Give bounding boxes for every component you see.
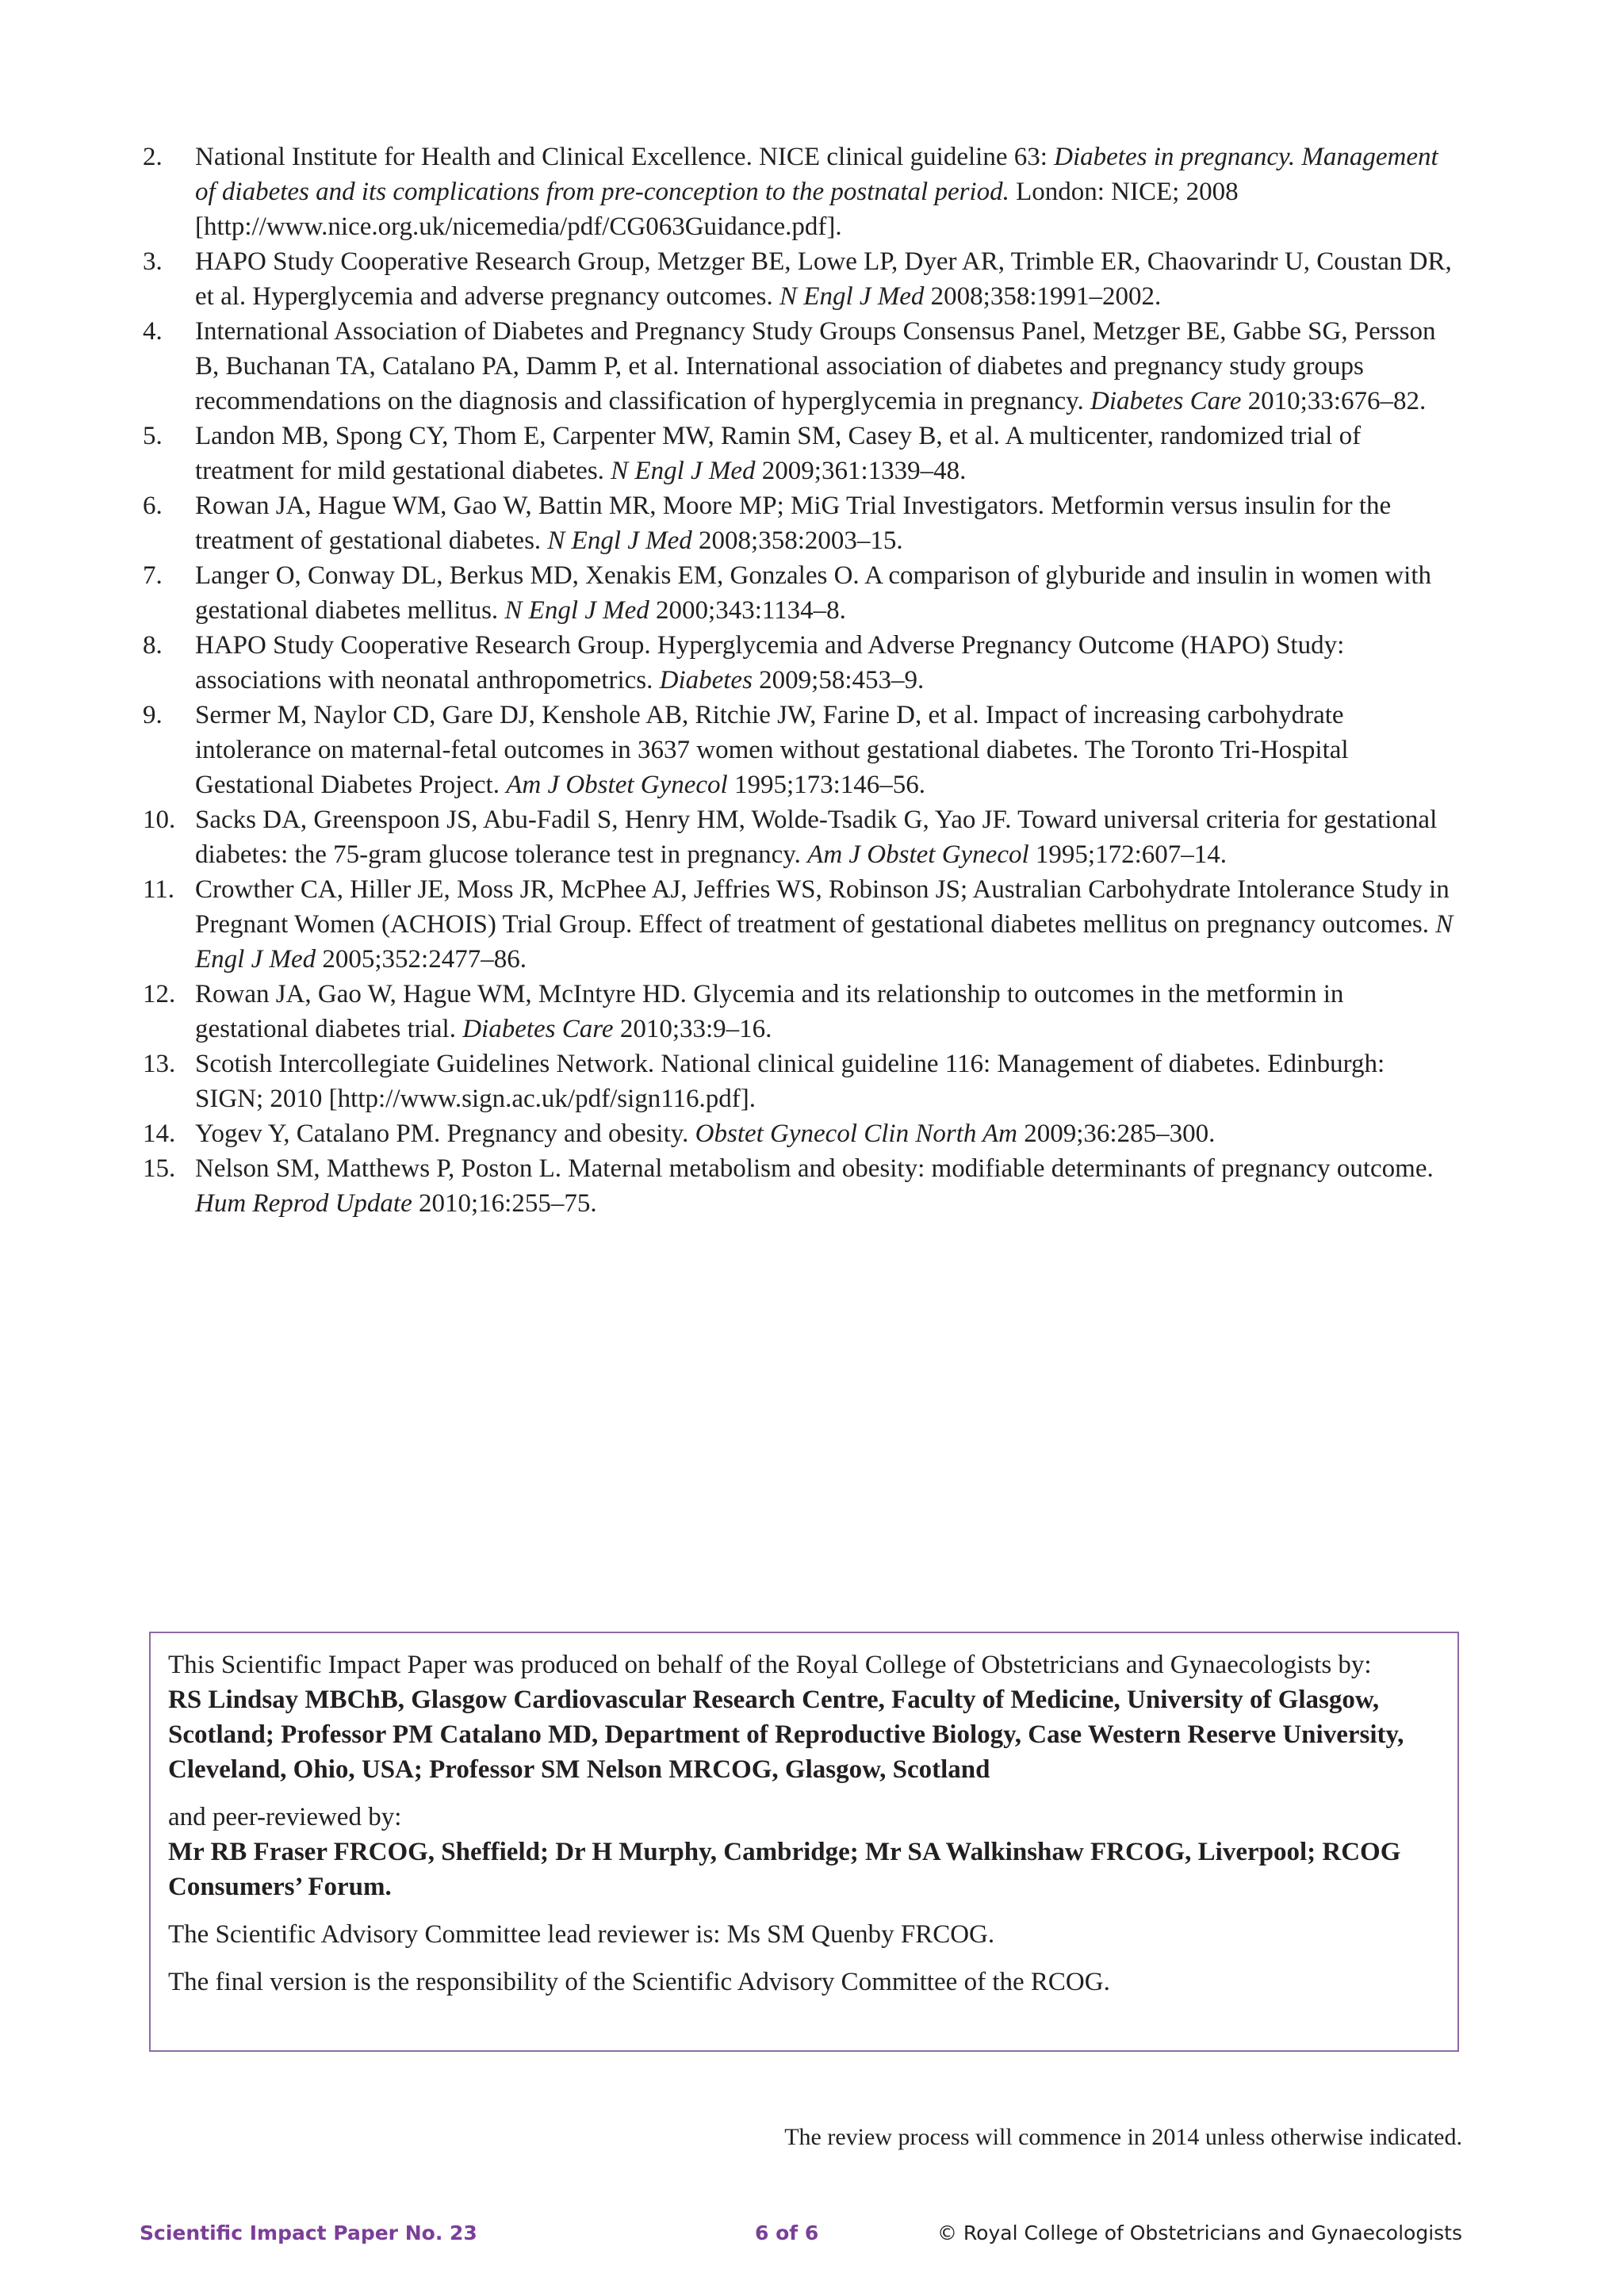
- reference-number: 3.: [143, 247, 163, 276]
- reference-text: [195, 1050, 1385, 1113]
- reference-item: [143, 1047, 1459, 1116]
- reference-journal: Am J Obstet Gynecol: [807, 840, 1029, 869]
- reference-segment: Scotish Intercollegiate Guidelines Network. National clinical guideline 116: Management of diabetes. Edinburgh: SIGN; 2010 [http://www.sign.ac.uk/pdf/sign116.pdf].: [195, 1050, 1385, 1113]
- reference-number: 7.: [143, 561, 163, 590]
- reference-number: 13.: [143, 1050, 176, 1078]
- reference-journal: Hum Reprod Update: [195, 1189, 412, 1218]
- reference-segment: Sermer M, Naylor CD, Gare DJ, Kenshole AB, Ritchie JW, Farine D, et al. Impact of increasing carbohydrate intolerance on maternal-fetal outcomes in 3637 women without gestational diabetes. The Toronto Tri-Hospital Gestational Diabetes Project.: [195, 701, 1349, 799]
- reference-item: [143, 872, 1459, 977]
- reference-journal: N Engl J Med: [504, 596, 649, 625]
- footer-copyright: © Royal College of Obstetricians and Gynaecologists: [936, 2221, 1462, 2244]
- reference-item: [143, 698, 1459, 802]
- reference-number: 9.: [143, 701, 163, 729]
- reference-item: [143, 419, 1459, 488]
- reference-segment: Langer O, Conway DL, Berkus MD, Xenakis EM, Gonzales O. A comparison of glyburide and insulin in women with gestational diabetes mellitus.: [195, 561, 1432, 625]
- reference-segment: Sacks DA, Greenspoon JS, Abu-Fadil S, Henry HM, Wolde-Tsadik G, Yao JF. Toward universal criteria for gestational diabetes: the 75-gram glucose tolerance test in pregnancy.: [195, 806, 1438, 869]
- reference-number: 11.: [143, 875, 175, 904]
- reference-number: 5.: [143, 422, 163, 450]
- reference-journal: Obstet Gynecol Clin North Am: [695, 1119, 1018, 1148]
- reference-journal: Diabetes in pregnancy. Management of diabetes and its complications from pre-conception to the postnatal period.: [195, 143, 1438, 206]
- reference-number: 14.: [143, 1119, 176, 1148]
- reference-text: [195, 875, 1453, 974]
- reference-number: 8.: [143, 631, 163, 660]
- reference-segment: 2009;361:1339–48.: [755, 457, 967, 485]
- reference-journal: N Engl J Med: [547, 526, 692, 555]
- reference-item: [143, 488, 1459, 558]
- reference-segment: National Institute for Health and Clinical Excellence. NICE clinical guideline 63:: [195, 143, 1055, 171]
- reference-text: [195, 422, 1361, 485]
- reference-item: [143, 802, 1459, 872]
- reference-item: [143, 314, 1459, 419]
- reference-segment: Rowan JA, Gao W, Hague WM, McIntyre HD. Glycemia and its relationship to outcomes in the metformin in gestational diabetes trial.: [195, 980, 1344, 1043]
- reference-journal: Diabetes Care: [1090, 387, 1242, 415]
- footer-page-number: 6 of 6: [755, 2221, 819, 2244]
- reference-list: [143, 140, 1459, 1221]
- reference-item: [143, 140, 1459, 244]
- authorship-intro: This Scientific Impact Paper was produced on behalf of the Royal College of Obstetricians and Gynaecologists by:: [168, 1651, 1372, 1679]
- reference-text: [195, 980, 1343, 1043]
- reference-segment: 2010;16:255–75.: [412, 1189, 597, 1218]
- reference-number: 2.: [143, 143, 163, 171]
- footer-paper-title: Scientific Impact Paper No. 23: [140, 2221, 477, 2244]
- reference-segment: Rowan JA, Hague WM, Gao W, Battin MR, Moore MP; MiG Trial Investigators. Metformin versus insulin for the treatment of gestational diabetes.: [195, 492, 1392, 555]
- reference-journal: Am J Obstet Gynecol: [506, 771, 728, 799]
- reference-number: 12.: [143, 980, 176, 1008]
- reference-journal: N Engl J Med: [779, 282, 925, 311]
- authorship-box: [149, 1632, 1459, 2052]
- reference-segment: 2005;352:2477–86.: [316, 945, 527, 974]
- reference-number: 4.: [143, 317, 163, 346]
- authors-list: RS Lindsay MBChB, Glasgow Cardiovascular Research Centre, Faculty of Medicine, University of Glasgow, Scotland; Professor PM Catalano MD, Department of Reproductive Biology, Case Western Reserve University, Cleveland, Ohio, USA; Professor SM Nelson MRCOG, Glasgow, Scotland: [168, 1686, 1404, 1784]
- reference-segment: 2009;58:453–9.: [752, 666, 925, 695]
- reference-segment: Yogev Y, Catalano PM. Pregnancy and obesity.: [195, 1119, 695, 1148]
- reference-segment: 2000;343:1134–8.: [649, 596, 846, 625]
- reference-item: [143, 244, 1459, 314]
- reference-segment: Crowther CA, Hiller JE, Moss JR, McPhee AJ, Jeffries WS, Robinson JS; Australian Carbohydrate Intolerance Study in Pregnant Women (ACHOIS) Trial Group. Effect of treatment of gestational diabetes mellitus on pregnancy outcomes.: [195, 875, 1450, 939]
- review-process-note: The review process will commence in 2014 unless otherwise indicated.: [784, 2124, 1462, 2150]
- reference-number: 15.: [143, 1154, 176, 1183]
- reference-item: [143, 1116, 1459, 1151]
- reference-item: [143, 628, 1459, 698]
- reference-segment: 2008;358:2003–15.: [691, 526, 903, 555]
- reference-segment: HAPO Study Cooperative Research Group. Hyperglycemia and Adverse Pregnancy Outcome (HAPO) Study: associations with neonatal anthropometrics.: [195, 631, 1345, 695]
- reference-text: [195, 701, 1349, 799]
- reference-item: [143, 558, 1459, 628]
- reference-text: [195, 806, 1437, 869]
- reference-text: [195, 143, 1438, 241]
- reference-text: [195, 1154, 1434, 1218]
- reference-item: [143, 1151, 1459, 1221]
- reference-segment: 2010;33:9–16.: [613, 1015, 772, 1043]
- reference-segment: 1995;172:607–14.: [1028, 840, 1227, 869]
- reference-segment: International Association of Diabetes and Pregnancy Study Groups Consensus Panel, Metzger BE, Gabbe SG, Persson B, Buchanan TA, Catalano PA, Damm P, et al. International association of diabetes and pregnancy study groups recommendations on the diagnosis and classification of hyperglycemia in pregnancy.: [195, 317, 1436, 415]
- reference-number: 10.: [143, 806, 176, 834]
- reference-journal: Diabetes: [659, 666, 753, 695]
- reference-segment: 1995;173:146–56.: [727, 771, 926, 799]
- reference-segment: Landon MB, Spong CY, Thom E, Carpenter MW, Ramin SM, Casey B, et al. A multicenter, randomized trial of treatment for mild gestational diabetes.: [195, 422, 1362, 485]
- reference-segment: HAPO Study Cooperative Research Group, Metzger BE, Lowe LP, Dyer AR, Trimble ER, Chaovarindr U, Coustan DR, et al. Hyperglycemia and adverse pregnancy outcomes.: [195, 247, 1452, 311]
- reference-journal: N Engl J Med: [611, 457, 756, 485]
- responsibility-text: The final version is the responsibility of the Scientific Advisory Committee of the RCOG.: [168, 1968, 1110, 1996]
- reference-segment: Nelson SM, Matthews P, Poston L. Maternal metabolism and obesity: modifiable determinants of pregnancy outcome.: [195, 1154, 1434, 1183]
- reference-text: [195, 1119, 1215, 1148]
- reference-text: [195, 631, 1344, 695]
- reference-segment: 2010;33:676–82.: [1241, 387, 1427, 415]
- reference-segment: London: NICE; 2008 [http://www.nice.org.uk/nicemedia/pdf/CG063Guidance.pdf].: [195, 178, 1239, 241]
- reference-journal: Diabetes Care: [462, 1015, 614, 1043]
- peer-review-intro: and peer-reviewed by:: [168, 1803, 402, 1831]
- reference-number: 6.: [143, 492, 163, 520]
- reference-text: [195, 317, 1436, 415]
- reference-journal: N Engl J Med: [195, 910, 1454, 974]
- peer-reviewers-list: Mr RB Fraser FRCOG, Sheffield; Dr H Murphy, Cambridge; Mr SA Walkinshaw FRCOG, Liverpool; RCOG Consumers’ Forum.: [168, 1838, 1401, 1901]
- reference-segment: 2008;358:1991–2002.: [924, 282, 1162, 311]
- reference-segment: 2009;36:285–300.: [1017, 1119, 1216, 1148]
- reference-item: [143, 977, 1459, 1047]
- reference-text: [195, 247, 1452, 311]
- page-footer: [140, 2218, 1462, 2249]
- reference-text: [195, 492, 1391, 555]
- lead-reviewer-text: The Scientific Advisory Committee lead reviewer is: Ms SM Quenby FRCOG.: [168, 1920, 995, 1949]
- reference-text: [195, 561, 1431, 625]
